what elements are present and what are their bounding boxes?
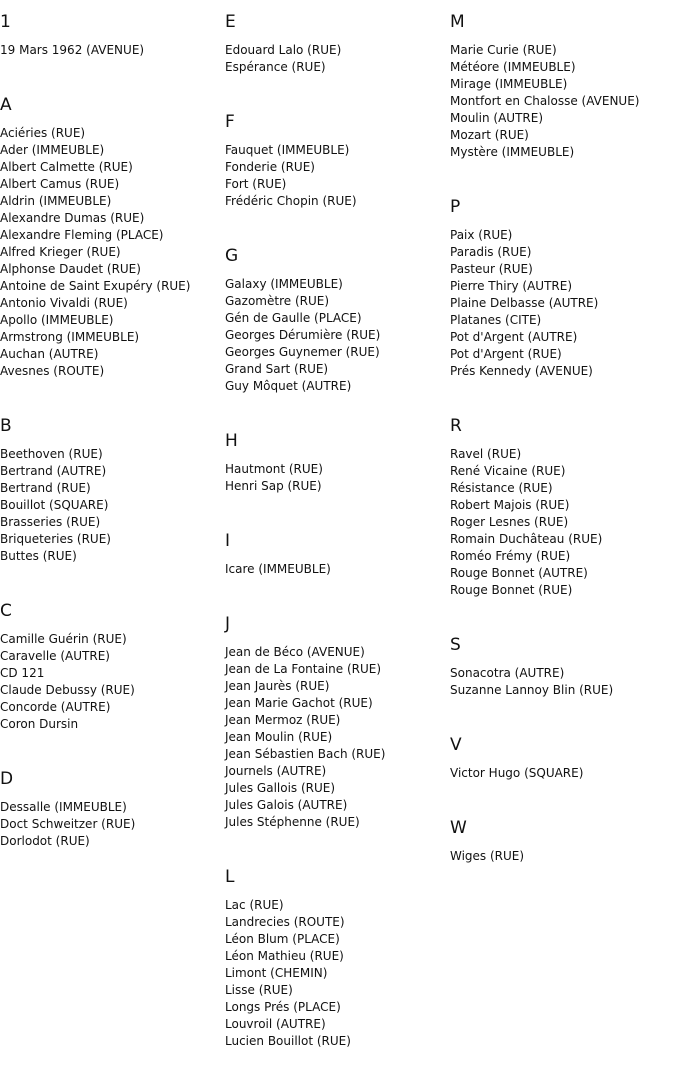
street-link[interactable]: Briqueteries (RUE) — [0, 532, 111, 546]
street-list — [450, 848, 675, 865]
letter-group — [0, 83, 225, 380]
letter-heading: S — [450, 635, 461, 655]
street-link[interactable]: Pot d'Argent (AUTRE) — [450, 330, 578, 344]
letter-heading: L — [225, 867, 235, 887]
street-link[interactable]: Gazomètre (RUE) — [225, 294, 330, 308]
street-link[interactable]: Jean Moulin (RUE) — [225, 730, 333, 744]
letter-heading: M — [450, 12, 465, 32]
street-link[interactable]: Wiges (RUE) — [450, 849, 525, 863]
street-link[interactable]: Marie Curie (RUE) — [450, 43, 557, 57]
street-index-column-1 — [0, 0, 225, 874]
street-link[interactable]: Sonacotra (AUTRE) — [450, 666, 565, 680]
letter-heading: I — [225, 531, 231, 551]
street-list — [450, 765, 675, 782]
street-index-column-2 — [225, 0, 450, 1074]
street-link[interactable]: Icare (IMMEUBLE) — [225, 562, 331, 576]
letter-group — [450, 723, 675, 782]
letter-group — [0, 757, 225, 850]
street-link[interactable]: Ader (IMMEUBLE) — [0, 143, 105, 157]
street-list — [225, 561, 450, 578]
street-link[interactable]: Léon Mathieu (RUE) — [225, 949, 344, 963]
street-link[interactable]: Rouge Bonnet (RUE) — [450, 583, 573, 597]
street-link[interactable]: Moulin (AUTRE) — [450, 111, 543, 125]
street-link[interactable]: Georges Dérumière (RUE) — [225, 328, 381, 342]
street-link[interactable]: Landrecies (ROUTE) — [225, 915, 345, 929]
street-list — [450, 227, 675, 380]
letter-heading: A — [0, 95, 12, 115]
street-list — [225, 276, 450, 395]
street-list — [225, 142, 450, 210]
street-link[interactable]: Frédéric Chopin (RUE) — [225, 194, 357, 208]
street-link[interactable]: Albert Calmette (RUE) — [0, 160, 133, 174]
street-link[interactable]: Auchan (AUTRE) — [0, 347, 99, 361]
letter-heading: G — [225, 246, 239, 266]
street-link[interactable]: Fort (RUE) — [225, 177, 287, 191]
street-list — [0, 631, 225, 733]
street-link[interactable]: Suzanne Lannoy Blin (RUE) — [450, 683, 614, 697]
letter-group — [450, 623, 675, 699]
letter-heading: R — [450, 416, 462, 436]
street-link[interactable]: Claude Debussy (RUE) — [0, 683, 135, 697]
street-link[interactable]: Camille Guérin (RUE) — [0, 632, 127, 646]
street-link[interactable]: Edouard Lalo (RUE) — [225, 43, 342, 57]
street-link[interactable]: Alfred Krieger (RUE) — [0, 245, 121, 259]
street-list — [225, 644, 450, 831]
street-link[interactable]: Jean Sébastien Bach (RUE) — [225, 747, 386, 761]
street-link[interactable]: Galaxy (IMMEUBLE) — [225, 277, 343, 291]
street-link[interactable]: Bouillot (SQUARE) — [0, 498, 109, 512]
street-link[interactable]: Plaine Delbasse (AUTRE) — [450, 296, 599, 310]
letter-heading: W — [450, 818, 467, 838]
street-list — [0, 125, 225, 380]
street-link[interactable]: Longs Prés (PLACE) — [225, 1000, 341, 1014]
letter-heading: J — [225, 614, 231, 634]
street-link[interactable]: Ravel (RUE) — [450, 447, 522, 461]
street-link[interactable]: Roméo Frémy (RUE) — [450, 549, 571, 563]
street-list — [450, 446, 675, 599]
street-list — [225, 897, 450, 1050]
street-link[interactable]: Jules Galois (AUTRE) — [225, 798, 348, 812]
street-link[interactable]: Jean Jaurès (RUE) — [225, 679, 330, 693]
street-list — [225, 42, 450, 76]
letter-group — [225, 602, 450, 831]
street-link[interactable]: Jean de Béco (AVENUE) — [225, 645, 365, 659]
street-link[interactable]: Alphonse Daudet (RUE) — [0, 262, 141, 276]
street-link[interactable]: Pasteur (RUE) — [450, 262, 533, 276]
street-list — [0, 446, 225, 565]
street-link[interactable]: Henri Sap (RUE) — [225, 479, 322, 493]
letter-heading: H — [225, 431, 238, 451]
street-link[interactable]: Aciéries (RUE) — [0, 126, 86, 140]
letter-group — [450, 0, 675, 161]
street-link[interactable]: Jean Marie Gachot (RUE) — [225, 696, 373, 710]
street-link[interactable]: Caravelle (AUTRE) — [0, 649, 110, 663]
letter-heading: B — [0, 416, 12, 436]
street-link[interactable]: CD 121 — [0, 666, 45, 680]
street-link[interactable]: René Vicaine (RUE) — [450, 464, 566, 478]
street-list — [450, 665, 675, 699]
street-link[interactable]: Concorde (AUTRE) — [0, 700, 111, 714]
street-link[interactable]: Lucien Bouillot (RUE) — [225, 1034, 351, 1048]
street-link[interactable]: Coron Dursin — [0, 717, 79, 731]
street-link[interactable]: Lac (RUE) — [225, 898, 284, 912]
street-link[interactable]: Brasseries (RUE) — [0, 515, 101, 529]
street-link[interactable]: Roger Lesnes (RUE) — [450, 515, 569, 529]
letter-group — [450, 404, 675, 599]
street-link[interactable]: Météore (IMMEUBLE) — [450, 60, 576, 74]
letter-group — [225, 0, 450, 76]
street-link[interactable]: Jean de La Fontaine (RUE) — [225, 662, 382, 676]
street-link[interactable]: Espérance (RUE) — [225, 60, 326, 74]
letter-group — [225, 234, 450, 395]
letter-heading: E — [225, 12, 236, 32]
street-link[interactable]: Léon Blum (PLACE) — [225, 932, 340, 946]
street-link[interactable]: Doct Schweitzer (RUE) — [0, 817, 136, 831]
letter-group — [225, 855, 450, 1050]
street-link[interactable]: Antonio Vivaldi (RUE) — [0, 296, 128, 310]
street-link[interactable]: Paix (RUE) — [450, 228, 513, 242]
street-link[interactable]: Alexandre Dumas (RUE) — [0, 211, 145, 225]
street-link[interactable]: Mozart (RUE) — [450, 128, 529, 142]
letter-heading: 1 — [0, 12, 11, 32]
street-link[interactable]: Fonderie (RUE) — [225, 160, 315, 174]
street-link[interactable]: Jules Stéphenne (RUE) — [225, 815, 360, 829]
letter-group — [0, 589, 225, 733]
street-link[interactable]: Dessalle (IMMEUBLE) — [0, 800, 127, 814]
letter-heading: V — [450, 735, 462, 755]
street-link[interactable]: Georges Guynemer (RUE) — [225, 345, 380, 359]
street-link[interactable]: Fauquet (IMMEUBLE) — [225, 143, 350, 157]
street-link[interactable]: Guy Môquet (AUTRE) — [225, 379, 352, 393]
street-link[interactable]: Albert Camus (RUE) — [0, 177, 120, 191]
street-link[interactable]: Alexandre Fleming (PLACE) — [0, 228, 164, 242]
street-link[interactable]: Louvroil (AUTRE) — [225, 1017, 326, 1031]
letter-group — [0, 0, 225, 59]
street-link[interactable]: Montfort en Chalosse (AVENUE) — [450, 94, 640, 108]
street-link[interactable]: Bertrand (AUTRE) — [0, 464, 107, 478]
street-link[interactable]: Aldrin (IMMEUBLE) — [0, 194, 112, 208]
letter-heading: C — [0, 601, 12, 621]
street-list — [0, 799, 225, 850]
street-link[interactable]: Buttes (RUE) — [0, 549, 77, 563]
street-list — [225, 461, 450, 495]
street-link[interactable]: Dorlodot (RUE) — [0, 834, 90, 848]
street-link[interactable]: Pierre Thiry (AUTRE) — [450, 279, 573, 293]
street-index-column-3 — [450, 0, 675, 889]
street-link[interactable]: Gén de Gaulle (PLACE) — [225, 311, 362, 325]
street-link[interactable]: Antoine de Saint Exupéry (RUE) — [0, 279, 191, 293]
street-link[interactable]: Victor Hugo (SQUARE) — [450, 766, 584, 780]
street-link[interactable]: Avesnes (ROUTE) — [0, 364, 105, 378]
letter-group — [225, 519, 450, 578]
street-list — [450, 42, 675, 161]
street-link[interactable]: Lisse (RUE) — [225, 983, 293, 997]
street-link[interactable]: Mystère (IMMEUBLE) — [450, 145, 575, 159]
letter-group — [450, 806, 675, 865]
letter-group — [450, 185, 675, 380]
street-link[interactable]: Apollo (IMMEUBLE) — [0, 313, 114, 327]
letter-group — [225, 419, 450, 495]
letter-group — [0, 404, 225, 565]
street-link[interactable]: Platanes (CITE) — [450, 313, 542, 327]
street-link[interactable]: Pot d'Argent (RUE) — [450, 347, 562, 361]
street-link[interactable]: Grand Sart (RUE) — [225, 362, 329, 376]
street-link[interactable]: Paradis (RUE) — [450, 245, 532, 259]
street-list — [0, 42, 225, 59]
street-link[interactable]: Mirage (IMMEUBLE) — [450, 77, 568, 91]
street-link[interactable]: Journels (AUTRE) — [225, 764, 327, 778]
street-link[interactable]: Rouge Bonnet (AUTRE) — [450, 566, 588, 580]
letter-heading: P — [450, 197, 461, 217]
street-link[interactable]: Bertrand (RUE) — [0, 481, 91, 495]
street-link[interactable]: Prés Kennedy (AVENUE) — [450, 364, 593, 378]
street-link[interactable]: Armstrong (IMMEUBLE) — [0, 330, 140, 344]
letter-heading: D — [0, 769, 14, 789]
street-link[interactable]: Jules Gallois (RUE) — [225, 781, 336, 795]
letter-heading: F — [225, 112, 235, 132]
letter-group — [225, 100, 450, 210]
street-link[interactable]: Limont (CHEMIN) — [225, 966, 328, 980]
street-link[interactable]: Hautmont (RUE) — [225, 462, 323, 476]
street-link[interactable]: Jean Mermoz (RUE) — [225, 713, 341, 727]
street-link[interactable]: Résistance (RUE) — [450, 481, 553, 495]
street-link[interactable]: 19 Mars 1962 (AVENUE) — [0, 43, 145, 57]
street-link[interactable]: Robert Majois (RUE) — [450, 498, 570, 512]
street-link[interactable]: Beethoven (RUE) — [0, 447, 103, 461]
street-link[interactable]: Romain Duchâteau (RUE) — [450, 532, 603, 546]
